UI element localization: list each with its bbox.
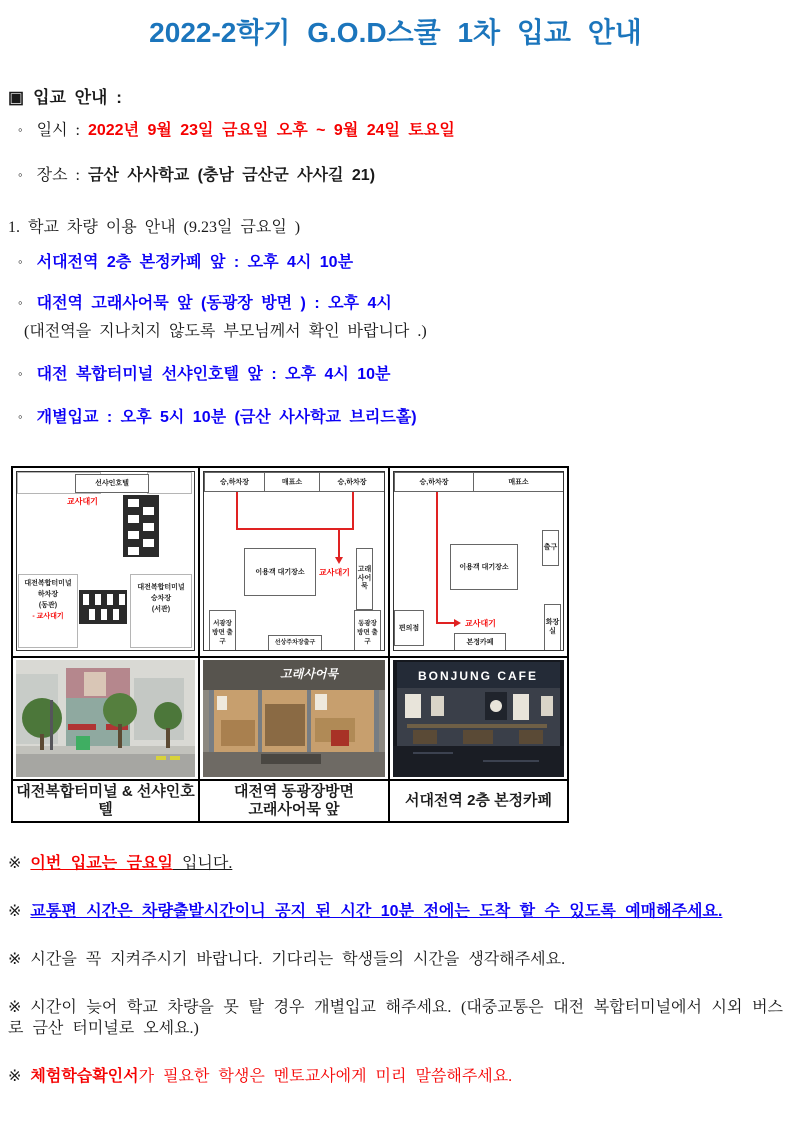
shuttle-stop-terminal — [8, 364, 783, 385]
shuttle-stop-daejeon-station — [8, 293, 783, 314]
date-value: 2022년 9월 23일 금요일 오후 ~ 9월 24일 토요일 — [87, 122, 455, 139]
date-line — [8, 120, 783, 141]
ticket-office-box: 매표소 — [473, 472, 564, 492]
map-block — [147, 472, 192, 494]
stop-text: 서대전역 2층 본정카페 앞 : 오후 4시 10분 — [36, 254, 354, 271]
exit-box: 출구 — [542, 530, 559, 566]
east-exit-box: 동광장 방면 출구 — [354, 610, 381, 651]
fishcake-shop-box: 고래사어묵 — [356, 548, 373, 610]
stop-text: 대전역 고래사어묵 앞 (동광장 방면 ) : 오후 4시 — [36, 295, 392, 312]
route-line — [236, 528, 354, 530]
note-rest: 가 필요한 학생은 멘토교사에게 미리 말씀해주세요. — [138, 1068, 513, 1085]
intro-heading-label: 입교 안내 : — [33, 88, 122, 107]
fishcake-shop-photo — [203, 660, 385, 777]
circle-bullet-icon: ◦ — [18, 122, 23, 137]
route-line — [352, 492, 354, 530]
waiting-area-box: 이용객 대기장소 — [450, 544, 518, 590]
map-cell-seodaejeon — [389, 467, 568, 657]
circle-bullet-icon: ◦ — [18, 366, 23, 381]
note-keep-time — [8, 949, 783, 970]
place-line — [8, 165, 783, 186]
teacher-wait-label: 교사대기 — [67, 497, 98, 506]
convenience-store-box: 편의점 — [394, 610, 424, 646]
place-value: 금산 사사학교 (충남 금산군 사사길 21) — [87, 167, 376, 184]
route-arrow-icon — [335, 557, 343, 564]
terminal-dropoff-label: 대전복합터미널 하차장 (동관) - 교사대기 — [19, 578, 77, 622]
caption-terminal: 대전복합터미널 & 선샤인호텔 — [12, 780, 199, 822]
stop-text: 대전 복합터미널 선샤인호텔 앞 : 오후 4시 10분 — [36, 366, 391, 383]
reference-mark-icon: ※ — [8, 903, 22, 920]
circle-bullet-icon: ◦ — [18, 254, 23, 269]
note-highlight: 이번 입교는 금요일 — [30, 855, 173, 872]
page-title: 2022-2학기 G.O.D스쿨 1차 입교 안내 — [149, 17, 642, 48]
shuttle-heading: 1. 학교 차량 이용 안내 (9.23일 금요일 ) — [8, 219, 301, 236]
caption-line: 대전역 동광장방면 — [233, 783, 355, 800]
route-line — [436, 622, 454, 624]
shuttle-individual-entry — [8, 407, 783, 428]
note-confirmation-form — [8, 1066, 783, 1087]
terminal-boarding-label: 대전복합터미널 승차장 (서관) — [137, 584, 185, 613]
route-line — [436, 492, 438, 624]
note-highlight: 교통편 시간은 차량출발시간이니 공지 된 시간 10분 전에는 도착 할 수 있도록 예매해주세요. — [30, 903, 723, 920]
shuttle-stop-seodaejeon — [8, 252, 783, 273]
circle-bullet-icon: ◦ — [18, 295, 23, 310]
stop-box: 승,하차장 — [204, 472, 265, 492]
note-highlight: 체험학습확인서 — [30, 1068, 139, 1085]
shop-sign-text: 고래사어묵 — [280, 667, 338, 681]
map-cell-station — [199, 467, 389, 657]
photo-cell-terminal — [12, 657, 199, 780]
bonjung-cafe-box: 본정카페 — [454, 633, 506, 651]
note-late-arrival — [8, 997, 783, 1039]
hotel-box: 선샤인호텔 — [75, 474, 149, 493]
photo-cell-cafe — [389, 657, 568, 780]
stop-box: 승,하차장 — [319, 472, 385, 492]
teacher-wait-label: 교사대기 — [465, 619, 496, 628]
reference-mark-icon: ※ — [8, 855, 22, 872]
map-cell-terminal — [12, 467, 199, 657]
waiting-area-box: 이용객 대기장소 — [244, 548, 316, 596]
crosswalk-horizontal-icon — [79, 590, 127, 624]
place-label: 장소 : — [36, 167, 80, 184]
caption-line: 고래사어묵 앞 — [248, 801, 340, 818]
photo-cell-fishcake — [199, 657, 389, 780]
stop-box: 승,하차장 — [394, 472, 474, 492]
map-daejeon-terminal — [16, 471, 195, 651]
route-line — [338, 530, 340, 557]
terminal-street-photo — [16, 660, 195, 777]
map-daejeon-station — [203, 471, 385, 651]
teacher-wait-label: 교사대기 — [319, 568, 350, 577]
document-page — [0, 16, 793, 1087]
reference-mark-icon: ※ — [8, 951, 22, 968]
stop-text: 개별입교 : 오후 5시 10분 (금산 사사학교 브리드홀) — [36, 409, 417, 426]
square-bullet-icon: ▣ — [8, 88, 25, 107]
note-rest: 입니다. — [172, 855, 233, 872]
map-seodaejeon-station — [393, 471, 564, 651]
stop-caution-note: (대전역을 지나치지 않도록 부모님께서 확인 바랍니다 .) — [24, 323, 427, 340]
bonjung-cafe-photo — [393, 660, 564, 777]
route-line — [236, 492, 238, 530]
crosswalk-vertical-icon — [123, 495, 159, 557]
caption-station — [199, 780, 389, 822]
intro-heading — [8, 88, 783, 108]
note-transport-time — [8, 901, 783, 922]
route-arrow-icon — [454, 619, 461, 627]
note-friday — [8, 853, 783, 874]
teacher-wait-label: - 교사대기 — [32, 613, 64, 620]
circle-bullet-icon: ◦ — [18, 167, 23, 182]
note-rest: 시간을 꼭 지켜주시기 바랍니다. 기다리는 학생들의 시간을 생각해주세요. — [30, 951, 566, 968]
reference-mark-icon: ※ — [8, 999, 22, 1016]
date-label: 일시 : — [36, 122, 80, 139]
ticket-office-box: 매표소 — [264, 472, 320, 492]
toilet-box: 화장실 — [544, 604, 561, 651]
parking-exit-box: 선상주차장출구 — [268, 635, 322, 651]
circle-bullet-icon: ◦ — [18, 409, 23, 424]
reference-mark-icon: ※ — [8, 1068, 22, 1085]
location-table — [11, 466, 569, 823]
note-rest: 시간이 늦어 학교 차량을 못 탈 경우 개별입교 해주세요. (대중교통은 대전 복합터미널에서 시외 버스로 금산 터미널로 오세요.) — [8, 999, 783, 1037]
caption-seodaejeon: 서대전역 2층 본정카페 — [389, 780, 568, 822]
west-exit-box: 서광장 방면 출구 — [209, 610, 236, 651]
cafe-sign-text: BONJUNG CAFE — [417, 669, 539, 683]
